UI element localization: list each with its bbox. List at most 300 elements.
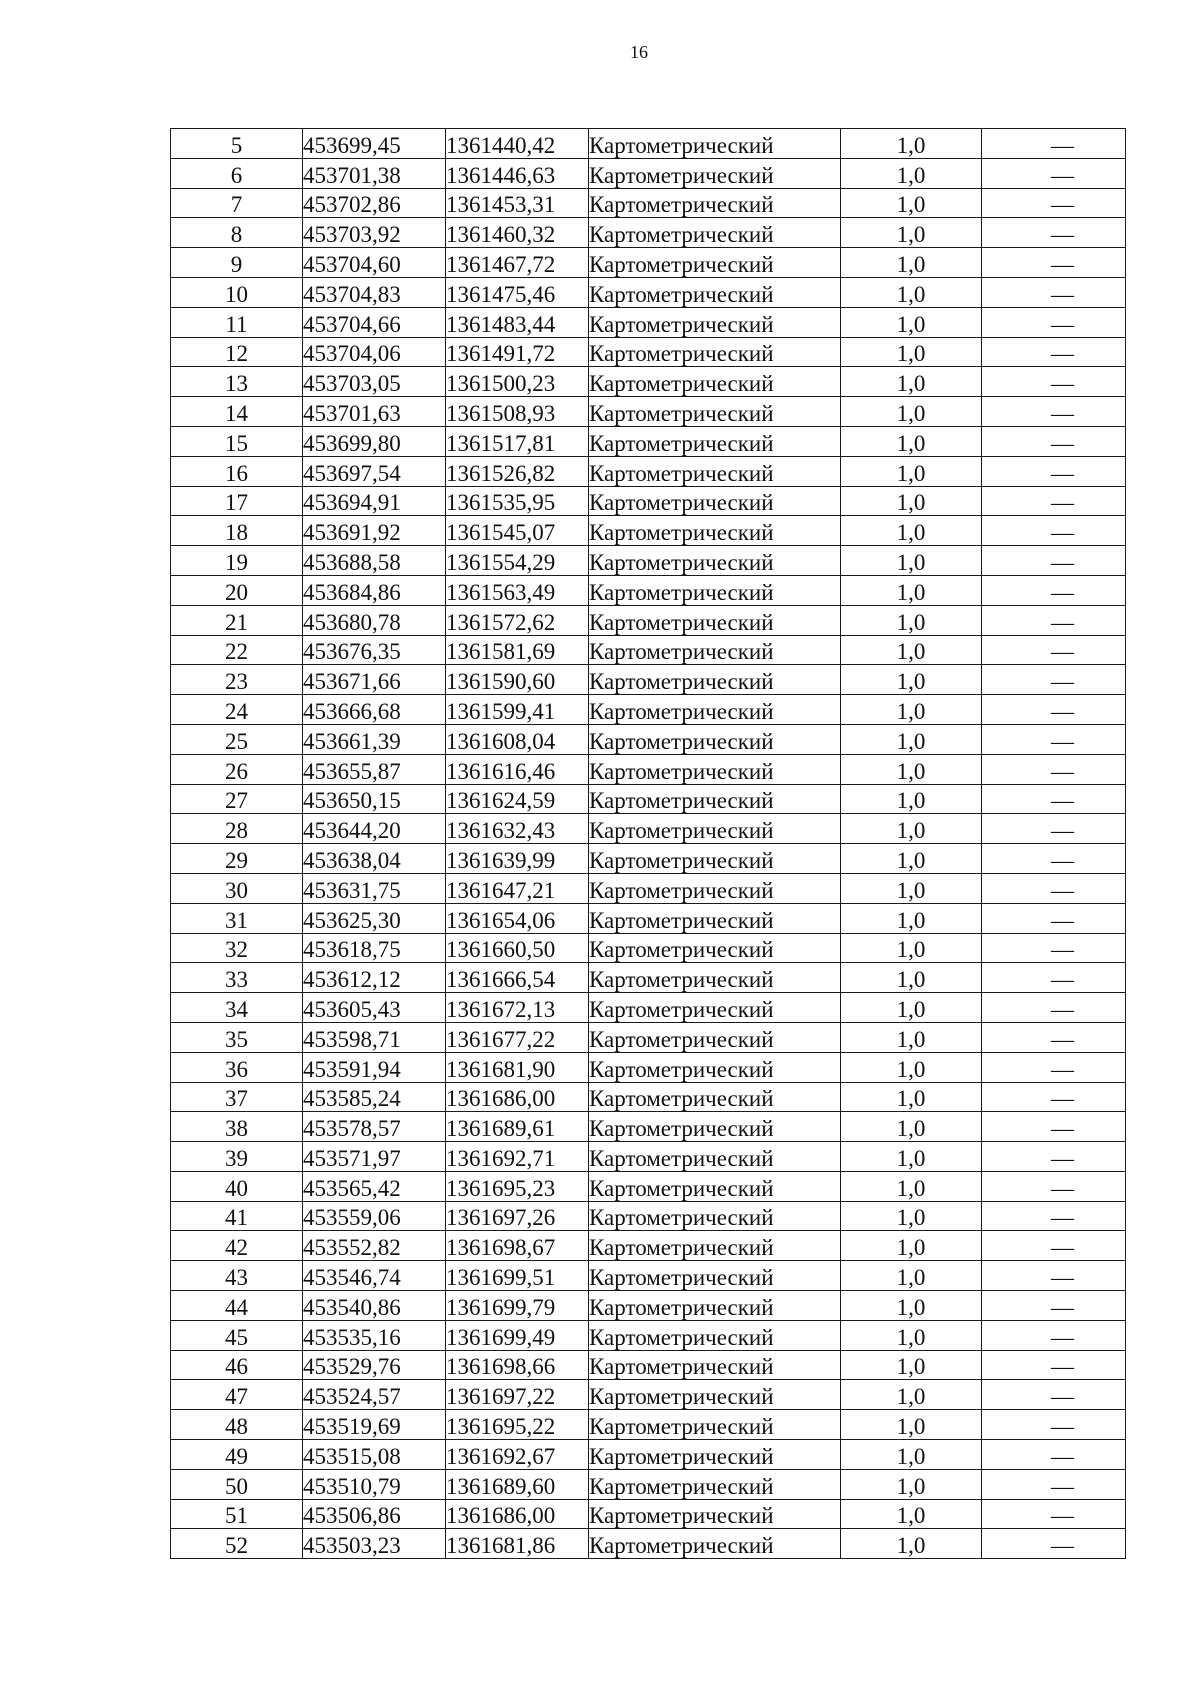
- point-number-cell: 33: [171, 963, 303, 993]
- y-coordinate-cell: 1361697,22: [446, 1380, 589, 1410]
- point-number-cell: 51: [171, 1499, 303, 1529]
- x-coordinate-cell: 453612,12: [303, 963, 446, 993]
- method-cell: Картометрический: [589, 665, 841, 695]
- point-number-cell: 21: [171, 605, 303, 635]
- method-cell: Картометрический: [589, 248, 841, 278]
- y-coordinate-cell: 1361666,54: [446, 963, 589, 993]
- dash-mark: —: [1051, 609, 1074, 635]
- y-coordinate-cell: 1361517,81: [446, 426, 589, 456]
- dash-mark: —: [1051, 967, 1074, 993]
- accuracy-cell: 1,0: [841, 1469, 982, 1499]
- point-number-cell: 36: [171, 1052, 303, 1082]
- dash-mark: —: [1051, 996, 1074, 1022]
- note-cell: [982, 784, 1126, 814]
- table-row: [171, 1261, 1126, 1291]
- note-cell: [982, 605, 1126, 635]
- x-coordinate-cell: 453571,97: [303, 1142, 446, 1172]
- table-row: [171, 516, 1126, 546]
- note-cell: [982, 724, 1126, 754]
- x-coordinate-cell: 453697,54: [303, 456, 446, 486]
- y-coordinate-cell: 1361608,04: [446, 724, 589, 754]
- x-coordinate-cell: 453701,38: [303, 158, 446, 188]
- accuracy-cell: 1,0: [841, 1201, 982, 1231]
- accuracy-cell: 1,0: [841, 516, 982, 546]
- y-coordinate-cell: 1361660,50: [446, 933, 589, 963]
- y-coordinate-cell: 1361440,42: [446, 129, 589, 159]
- note-cell: [982, 248, 1126, 278]
- x-coordinate-cell: 453650,15: [303, 784, 446, 814]
- note-cell: [982, 1052, 1126, 1082]
- accuracy-cell: 1,0: [841, 307, 982, 337]
- x-coordinate-cell: 453661,39: [303, 724, 446, 754]
- table-row: [171, 873, 1126, 903]
- y-coordinate-cell: 1361681,86: [446, 1529, 589, 1559]
- dash-mark: —: [1051, 400, 1074, 426]
- x-coordinate-cell: 453699,45: [303, 129, 446, 159]
- accuracy-cell: 1,0: [841, 754, 982, 784]
- accuracy-cell: 1,0: [841, 1112, 982, 1142]
- dash-mark: —: [1051, 1503, 1074, 1529]
- x-coordinate-cell: 453565,42: [303, 1171, 446, 1201]
- y-coordinate-cell: 1361686,00: [446, 1499, 589, 1529]
- table-row: [171, 575, 1126, 605]
- dash-mark: —: [1051, 1086, 1074, 1112]
- dash-mark: —: [1051, 1056, 1074, 1082]
- accuracy-cell: 1,0: [841, 1171, 982, 1201]
- note-cell: [982, 367, 1126, 397]
- point-number-cell: 52: [171, 1529, 303, 1559]
- x-coordinate-cell: 453540,86: [303, 1291, 446, 1321]
- dash-mark: —: [1051, 281, 1074, 307]
- note-cell: [982, 456, 1126, 486]
- dash-mark: —: [1051, 490, 1074, 516]
- point-number-cell: 46: [171, 1350, 303, 1380]
- accuracy-cell: 1,0: [841, 1440, 982, 1470]
- y-coordinate-cell: 1361697,26: [446, 1201, 589, 1231]
- table-row: [171, 1529, 1126, 1559]
- dash-mark: —: [1051, 222, 1074, 248]
- accuracy-cell: 1,0: [841, 188, 982, 218]
- x-coordinate-cell: 453702,86: [303, 188, 446, 218]
- y-coordinate-cell: 1361453,31: [446, 188, 589, 218]
- table-row: [171, 993, 1126, 1023]
- accuracy-cell: 1,0: [841, 248, 982, 278]
- y-coordinate-cell: 1361572,62: [446, 605, 589, 635]
- method-cell: Картометрический: [589, 1320, 841, 1350]
- note-cell: [982, 277, 1126, 307]
- method-cell: Картометрический: [589, 1529, 841, 1559]
- table-row: [171, 605, 1126, 635]
- table-row: [171, 337, 1126, 367]
- x-coordinate-cell: 453666,68: [303, 695, 446, 725]
- point-number-cell: 40: [171, 1171, 303, 1201]
- table-row: [171, 188, 1126, 218]
- dash-mark: —: [1051, 520, 1074, 546]
- method-cell: Картометрический: [589, 546, 841, 576]
- note-cell: [982, 1082, 1126, 1112]
- method-cell: Картометрический: [589, 1261, 841, 1291]
- note-cell: [982, 218, 1126, 248]
- dash-mark: —: [1051, 1116, 1074, 1142]
- y-coordinate-cell: 1361647,21: [446, 873, 589, 903]
- accuracy-cell: 1,0: [841, 784, 982, 814]
- method-cell: Картометрический: [589, 754, 841, 784]
- table-row: [171, 635, 1126, 665]
- point-number-cell: 12: [171, 337, 303, 367]
- table-row: [171, 1142, 1126, 1172]
- y-coordinate-cell: 1361654,06: [446, 903, 589, 933]
- point-number-cell: 38: [171, 1112, 303, 1142]
- x-coordinate-cell: 453552,82: [303, 1231, 446, 1261]
- table-row: [171, 1201, 1126, 1231]
- table-row: [171, 963, 1126, 993]
- accuracy-cell: 1,0: [841, 456, 982, 486]
- table-row: [171, 158, 1126, 188]
- note-cell: [982, 1440, 1126, 1470]
- table-row: [171, 1499, 1126, 1529]
- point-number-cell: 6: [171, 158, 303, 188]
- point-number-cell: 29: [171, 844, 303, 874]
- method-cell: Картометрический: [589, 695, 841, 725]
- point-number-cell: 8: [171, 218, 303, 248]
- point-number-cell: 10: [171, 277, 303, 307]
- x-coordinate-cell: 453703,05: [303, 367, 446, 397]
- dash-mark: —: [1051, 1145, 1074, 1171]
- point-number-cell: 26: [171, 754, 303, 784]
- point-number-cell: 24: [171, 695, 303, 725]
- dash-mark: —: [1051, 1294, 1074, 1320]
- x-coordinate-cell: 453699,80: [303, 426, 446, 456]
- x-coordinate-cell: 453704,06: [303, 337, 446, 367]
- point-number-cell: 11: [171, 307, 303, 337]
- point-number-cell: 41: [171, 1201, 303, 1231]
- method-cell: Картометрический: [589, 1499, 841, 1529]
- point-number-cell: 50: [171, 1469, 303, 1499]
- y-coordinate-cell: 1361639,99: [446, 844, 589, 874]
- dash-mark: —: [1051, 818, 1074, 844]
- accuracy-cell: 1,0: [841, 605, 982, 635]
- table-row: [171, 546, 1126, 576]
- x-coordinate-cell: 453694,91: [303, 486, 446, 516]
- dash-mark: —: [1051, 1414, 1074, 1440]
- method-cell: Картометрический: [589, 1171, 841, 1201]
- note-cell: [982, 1320, 1126, 1350]
- table-row: [171, 277, 1126, 307]
- dash-mark: —: [1051, 1473, 1074, 1499]
- accuracy-cell: 1,0: [841, 993, 982, 1023]
- y-coordinate-cell: 1361689,61: [446, 1112, 589, 1142]
- table-row: [171, 784, 1126, 814]
- table-row: [171, 814, 1126, 844]
- x-coordinate-cell: 453546,74: [303, 1261, 446, 1291]
- accuracy-cell: 1,0: [841, 635, 982, 665]
- note-cell: [982, 575, 1126, 605]
- point-number-cell: 35: [171, 1022, 303, 1052]
- dash-mark: —: [1051, 341, 1074, 367]
- table-row: [171, 1350, 1126, 1380]
- dash-mark: —: [1051, 937, 1074, 963]
- note-cell: [982, 1380, 1126, 1410]
- x-coordinate-cell: 453644,20: [303, 814, 446, 844]
- method-cell: Картометрический: [589, 784, 841, 814]
- y-coordinate-cell: 1361500,23: [446, 367, 589, 397]
- accuracy-cell: 1,0: [841, 1082, 982, 1112]
- note-cell: [982, 754, 1126, 784]
- accuracy-cell: 1,0: [841, 1380, 982, 1410]
- x-coordinate-cell: 453585,24: [303, 1082, 446, 1112]
- x-coordinate-cell: 453684,86: [303, 575, 446, 605]
- note-cell: [982, 993, 1126, 1023]
- note-cell: [982, 1112, 1126, 1142]
- dash-mark: —: [1051, 430, 1074, 456]
- x-coordinate-cell: 453691,92: [303, 516, 446, 546]
- y-coordinate-cell: 1361599,41: [446, 695, 589, 725]
- dash-mark: —: [1051, 549, 1074, 575]
- point-number-cell: 28: [171, 814, 303, 844]
- y-coordinate-cell: 1361681,90: [446, 1052, 589, 1082]
- x-coordinate-cell: 453515,08: [303, 1440, 446, 1470]
- accuracy-cell: 1,0: [841, 1052, 982, 1082]
- dash-mark: —: [1051, 907, 1074, 933]
- x-coordinate-cell: 453591,94: [303, 1052, 446, 1082]
- point-number-cell: 48: [171, 1410, 303, 1440]
- table-row: [171, 248, 1126, 278]
- y-coordinate-cell: 1361632,43: [446, 814, 589, 844]
- point-number-cell: 49: [171, 1440, 303, 1470]
- y-coordinate-cell: 1361698,66: [446, 1350, 589, 1380]
- dash-mark: —: [1051, 698, 1074, 724]
- method-cell: Картометрический: [589, 1231, 841, 1261]
- table-row: [171, 397, 1126, 427]
- note-cell: [982, 844, 1126, 874]
- method-cell: Картометрический: [589, 1469, 841, 1499]
- dash-mark: —: [1051, 1443, 1074, 1469]
- y-coordinate-cell: 1361698,67: [446, 1231, 589, 1261]
- note-cell: [982, 635, 1126, 665]
- y-coordinate-cell: 1361689,60: [446, 1469, 589, 1499]
- note-cell: [982, 1201, 1126, 1231]
- method-cell: Картометрический: [589, 1350, 841, 1380]
- point-number-cell: 17: [171, 486, 303, 516]
- table-row: [171, 1022, 1126, 1052]
- method-cell: Картометрический: [589, 1052, 841, 1082]
- table-row: [171, 307, 1126, 337]
- method-cell: Картометрический: [589, 575, 841, 605]
- accuracy-cell: 1,0: [841, 1410, 982, 1440]
- dash-mark: —: [1051, 877, 1074, 903]
- dash-mark: —: [1051, 579, 1074, 605]
- point-number-cell: 23: [171, 665, 303, 695]
- dash-mark: —: [1051, 788, 1074, 814]
- note-cell: [982, 903, 1126, 933]
- accuracy-cell: 1,0: [841, 1529, 982, 1559]
- method-cell: Картометрический: [589, 307, 841, 337]
- dash-mark: —: [1051, 192, 1074, 218]
- note-cell: [982, 426, 1126, 456]
- table-row: [171, 129, 1126, 159]
- note-cell: [982, 307, 1126, 337]
- method-cell: Картометрический: [589, 1082, 841, 1112]
- dash-mark: —: [1051, 1175, 1074, 1201]
- accuracy-cell: 1,0: [841, 397, 982, 427]
- accuracy-cell: 1,0: [841, 1320, 982, 1350]
- x-coordinate-cell: 453688,58: [303, 546, 446, 576]
- x-coordinate-cell: 453704,66: [303, 307, 446, 337]
- method-cell: Картометрический: [589, 724, 841, 754]
- method-cell: Картометрический: [589, 277, 841, 307]
- method-cell: Картометрический: [589, 903, 841, 933]
- dash-mark: —: [1051, 1026, 1074, 1052]
- table-row: [171, 1320, 1126, 1350]
- x-coordinate-cell: 453671,66: [303, 665, 446, 695]
- y-coordinate-cell: 1361699,49: [446, 1320, 589, 1350]
- method-cell: Картометрический: [589, 873, 841, 903]
- method-cell: Картометрический: [589, 1022, 841, 1052]
- table-row: [171, 1112, 1126, 1142]
- note-cell: [982, 486, 1126, 516]
- method-cell: Картометрический: [589, 1410, 841, 1440]
- note-cell: [982, 1529, 1126, 1559]
- method-cell: Картометрический: [589, 188, 841, 218]
- dash-mark: —: [1051, 1384, 1074, 1410]
- method-cell: Картометрический: [589, 963, 841, 993]
- x-coordinate-cell: 453535,16: [303, 1320, 446, 1350]
- table-row: [171, 456, 1126, 486]
- note-cell: [982, 546, 1126, 576]
- y-coordinate-cell: 1361616,46: [446, 754, 589, 784]
- dash-mark: —: [1051, 1354, 1074, 1380]
- page-number: 16: [630, 42, 648, 62]
- point-number-cell: 32: [171, 933, 303, 963]
- coordinates-table-body: [171, 129, 1126, 1559]
- method-cell: Картометрический: [589, 1201, 841, 1231]
- note-cell: [982, 1171, 1126, 1201]
- dash-mark: —: [1051, 162, 1074, 188]
- table-row: [171, 844, 1126, 874]
- point-number-cell: 5: [171, 129, 303, 159]
- y-coordinate-cell: 1361672,13: [446, 993, 589, 1023]
- note-cell: [982, 1142, 1126, 1172]
- point-number-cell: 13: [171, 367, 303, 397]
- table-row: [171, 903, 1126, 933]
- method-cell: Картометрический: [589, 218, 841, 248]
- note-cell: [982, 963, 1126, 993]
- table-row: [171, 1410, 1126, 1440]
- note-cell: [982, 665, 1126, 695]
- note-cell: [982, 129, 1126, 159]
- point-number-cell: 22: [171, 635, 303, 665]
- x-coordinate-cell: 453625,30: [303, 903, 446, 933]
- table-row: [171, 1052, 1126, 1082]
- dash-mark: —: [1051, 669, 1074, 695]
- note-cell: [982, 397, 1126, 427]
- accuracy-cell: 1,0: [841, 367, 982, 397]
- note-cell: [982, 1231, 1126, 1261]
- table-row: [171, 1440, 1126, 1470]
- x-coordinate-cell: 453519,69: [303, 1410, 446, 1440]
- x-coordinate-cell: 453510,79: [303, 1469, 446, 1499]
- y-coordinate-cell: 1361692,67: [446, 1440, 589, 1470]
- point-number-cell: 30: [171, 873, 303, 903]
- method-cell: Картометрический: [589, 605, 841, 635]
- table-row: [171, 1291, 1126, 1321]
- point-number-cell: 25: [171, 724, 303, 754]
- table-row: [171, 754, 1126, 784]
- point-number-cell: 14: [171, 397, 303, 427]
- y-coordinate-cell: 1361467,72: [446, 248, 589, 278]
- accuracy-cell: 1,0: [841, 426, 982, 456]
- method-cell: Картометрический: [589, 1291, 841, 1321]
- method-cell: Картометрический: [589, 367, 841, 397]
- accuracy-cell: 1,0: [841, 844, 982, 874]
- dash-mark: —: [1051, 758, 1074, 784]
- note-cell: [982, 695, 1126, 725]
- method-cell: Картометрический: [589, 129, 841, 159]
- accuracy-cell: 1,0: [841, 873, 982, 903]
- y-coordinate-cell: 1361686,00: [446, 1082, 589, 1112]
- y-coordinate-cell: 1361460,32: [446, 218, 589, 248]
- x-coordinate-cell: 453638,04: [303, 844, 446, 874]
- y-coordinate-cell: 1361699,79: [446, 1291, 589, 1321]
- y-coordinate-cell: 1361526,82: [446, 456, 589, 486]
- y-coordinate-cell: 1361590,60: [446, 665, 589, 695]
- accuracy-cell: 1,0: [841, 277, 982, 307]
- dash-mark: —: [1051, 1324, 1074, 1350]
- method-cell: Картометрический: [589, 635, 841, 665]
- method-cell: Картометрический: [589, 426, 841, 456]
- y-coordinate-cell: 1361554,29: [446, 546, 589, 576]
- x-coordinate-cell: 453598,71: [303, 1022, 446, 1052]
- accuracy-cell: 1,0: [841, 903, 982, 933]
- y-coordinate-cell: 1361581,69: [446, 635, 589, 665]
- dash-mark: —: [1051, 460, 1074, 486]
- note-cell: [982, 1499, 1126, 1529]
- point-number-cell: 37: [171, 1082, 303, 1112]
- note-cell: [982, 337, 1126, 367]
- y-coordinate-cell: 1361699,51: [446, 1261, 589, 1291]
- table-row: [171, 933, 1126, 963]
- method-cell: Картометрический: [589, 486, 841, 516]
- table-row: [171, 1171, 1126, 1201]
- y-coordinate-cell: 1361483,44: [446, 307, 589, 337]
- dash-mark: —: [1051, 847, 1074, 873]
- dash-mark: —: [1051, 251, 1074, 277]
- method-cell: Картометрический: [589, 814, 841, 844]
- accuracy-cell: 1,0: [841, 1142, 982, 1172]
- table-row: [171, 486, 1126, 516]
- point-number-cell: 20: [171, 575, 303, 605]
- note-cell: [982, 1469, 1126, 1499]
- y-coordinate-cell: 1361446,63: [446, 158, 589, 188]
- point-number-cell: 42: [171, 1231, 303, 1261]
- point-number-cell: 7: [171, 188, 303, 218]
- y-coordinate-cell: 1361692,71: [446, 1142, 589, 1172]
- x-coordinate-cell: 453704,60: [303, 248, 446, 278]
- dash-mark: —: [1051, 311, 1074, 337]
- method-cell: Картометрический: [589, 337, 841, 367]
- note-cell: [982, 516, 1126, 546]
- table-row: [171, 426, 1126, 456]
- method-cell: Картометрический: [589, 844, 841, 874]
- accuracy-cell: 1,0: [841, 158, 982, 188]
- accuracy-cell: 1,0: [841, 486, 982, 516]
- accuracy-cell: 1,0: [841, 546, 982, 576]
- point-number-cell: 44: [171, 1291, 303, 1321]
- y-coordinate-cell: 1361695,22: [446, 1410, 589, 1440]
- y-coordinate-cell: 1361475,46: [446, 277, 589, 307]
- note-cell: [982, 1261, 1126, 1291]
- dash-mark: —: [1051, 639, 1074, 665]
